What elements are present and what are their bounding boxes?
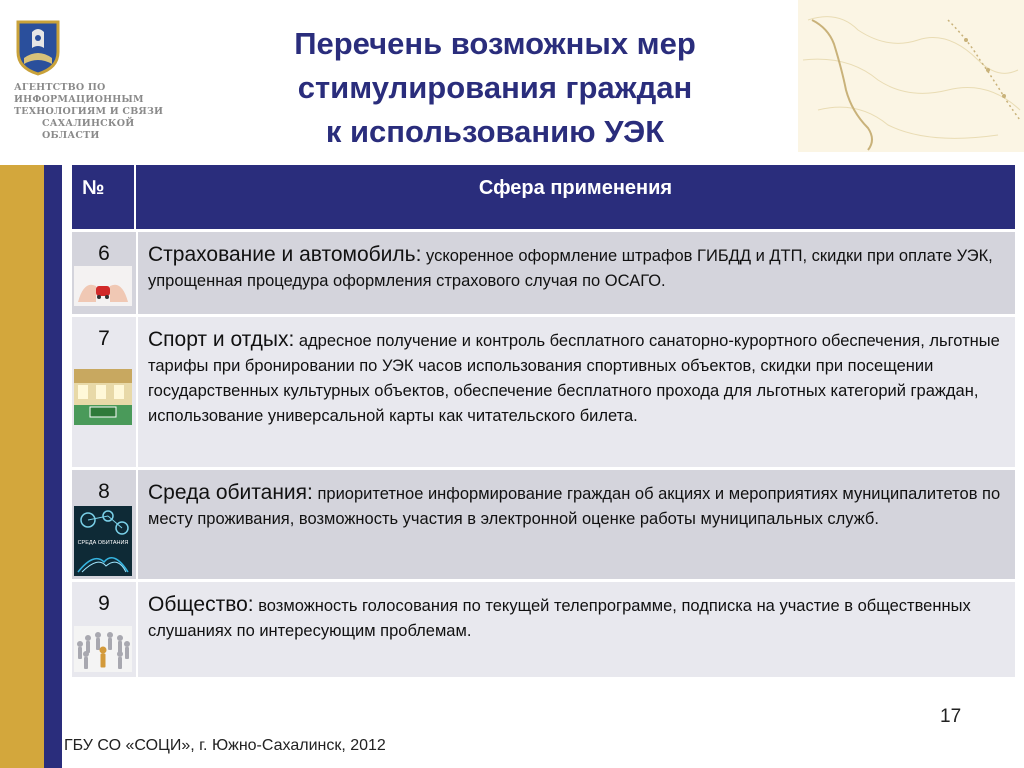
people-circle-icon (74, 626, 132, 672)
row-number: 7 (98, 327, 110, 350)
row-number-cell (72, 470, 138, 579)
thumb-label: СРЕДА ОБИТАНИЯ (77, 540, 129, 546)
row-number-cell (72, 317, 138, 467)
row-category: Общество: (148, 593, 254, 616)
logo-line-4: САХАЛИНСКОЙ (42, 118, 135, 129)
table-row (72, 314, 1015, 467)
row-number-cell (72, 232, 138, 314)
title-line-2: стимулирования граждан (297, 70, 693, 105)
row-description: приоритетное информирование граждан об акциях и мероприятиях муниципалитетов по месту проживания, возможность участия в электронной оценке работы муниципальных служб. (148, 485, 1001, 528)
left-navy-bar (44, 165, 62, 768)
table-row (72, 467, 1015, 579)
footer-credit: ГБУ СО «СОЦИ», г. Южно-Сахалинск, 2012 (64, 737, 386, 754)
row-text (138, 232, 1015, 314)
column-header-sphere: Сфера применения (478, 177, 673, 199)
agency-logo (10, 18, 170, 153)
row-category: Среда обитания: (148, 481, 313, 504)
row-number: 9 (98, 592, 110, 615)
title-line-1: Перечень возможных мер (294, 26, 696, 61)
agency-name (14, 82, 174, 142)
logo-line-3: ТЕХНОЛОГИЯМ И СВЯЗИ (14, 106, 164, 117)
table-row (72, 579, 1015, 677)
page-number: 17 (940, 706, 962, 727)
title-line-3: к использованию УЭК (325, 114, 665, 149)
sakhalin-map-icon (798, 0, 1024, 152)
table-header (72, 165, 1015, 229)
measures-table (72, 165, 1015, 677)
network-environment-icon (74, 506, 132, 576)
logo-line-1: АГЕНТСТВО ПО (14, 82, 106, 93)
row-description: адресное получение и контроль бесплатного санаторно-курортного обеспечения, льготные тарифы при бронировании по УЭК часов использования спортивных объектов, скидки при посещении государственных культурных объектов, обеспечение бесплатного прохода для льготных категорий граждан, использование универсальной карты как читательского билета. (148, 332, 1000, 425)
logo-line-2: ИНФОРМАЦИОННЫМ (14, 94, 144, 105)
column-header-number: № (72, 165, 136, 229)
row-text (138, 582, 1015, 677)
row-number: 6 (98, 242, 110, 265)
left-gold-bar (0, 165, 44, 768)
row-text (138, 317, 1015, 467)
row-category: Страхование и автомобиль: (148, 243, 422, 266)
logo-line-5: ОБЛАСТИ (42, 130, 100, 141)
row-description: ускоренное оформление штрафов ГИБДД и ДТП, скидки при оплате УЭК, упрощенная процедура оформления страхового случая по ОСАГО. (148, 247, 993, 290)
row-number-cell (72, 582, 138, 677)
table-row (72, 229, 1015, 314)
page-title (220, 22, 770, 154)
car-insurance-icon (74, 266, 132, 306)
row-text (138, 470, 1015, 579)
coat-of-arms-icon (14, 18, 62, 76)
row-number: 8 (98, 480, 110, 503)
row-category: Спорт и отдых: (148, 328, 295, 351)
sport-hall-icon (74, 369, 132, 425)
row-description: возможность голосования по текущей телепрограмме, подписка на участие в общественных слушаниях по интересующим проблемам. (148, 597, 971, 640)
